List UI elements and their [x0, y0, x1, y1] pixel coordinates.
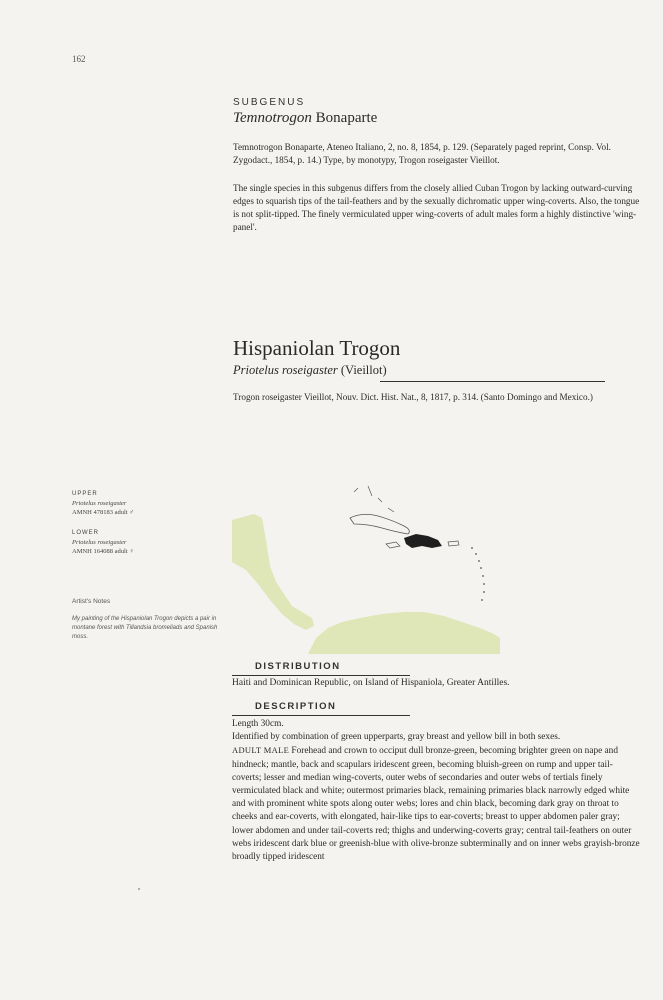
upper-specimen [72, 499, 134, 517]
map-hispaniola [404, 534, 442, 548]
map-bahamas [354, 486, 394, 512]
species-binomial: Priotelus roseigaster [233, 363, 338, 377]
subgenus-title [233, 110, 377, 127]
lower-specimen-name: Priotelus roseigaster [72, 539, 127, 546]
map-cuba [350, 514, 409, 534]
adult-male-label: ADULT MALE [232, 745, 290, 756]
artists-notes-heading: Artist's Notes [72, 598, 111, 605]
upper-label: UPPER [72, 491, 98, 497]
subgenus-citation: Temnotrogon Bonaparte, Ateneo Italiano, 2, no. 8, 1854, p. 129. (Separately paged reprint, Consp. Vol. Zygodact., 1854, p. 14.) Type, by monotypy, Trogon roseigaster Vieillot. [233, 142, 611, 165]
lower-specimen [72, 538, 134, 556]
map-south-america [308, 612, 500, 654]
subgenus-author: Bonaparte [311, 110, 378, 126]
upper-specimen-id: AMNH 478183 adult ♂ [72, 509, 135, 516]
subgenus-description: The single species in this subgenus differs from the closely allied Cuban Trogon by lacking outward-curving edges to squarish tips of the tail-feathers and by the sexually dichromatic upper wing-coverts. Also, the tongue is not split-tipped. The finely vermiculated upper wing-coverts of adult males form a highly distinctive 'wing-panel'. [233, 183, 640, 232]
species-author: (Vieillot) [337, 363, 387, 377]
upper-specimen-name: Priotelus roseigaster [72, 500, 127, 507]
description-rule [232, 715, 410, 716]
map-jamaica [386, 542, 400, 548]
lower-label: LOWER [72, 530, 100, 536]
lower-specimen-id: AMNH 164088 adult ♀ [72, 548, 135, 555]
distribution-rule [232, 675, 410, 676]
description-body [232, 718, 642, 864]
description-identified: Identified by combination of green upperparts, gray breast and yellow bill in both sexes. [232, 732, 561, 743]
map-puerto-rico [448, 541, 459, 546]
description-adult-male [232, 744, 642, 864]
distribution-map [232, 478, 500, 654]
title-rule [380, 381, 605, 382]
page-number: 162 [72, 54, 86, 64]
distribution-text: Haiti and Dominican Republic, on Island of Hispaniola, Greater Antilles. [232, 678, 510, 688]
distribution-heading: DISTRIBUTION [255, 661, 341, 672]
adult-male-text: Forehead and crown to occiput dull bronze-green, becoming brighter green on nape and hindneck; mantle, back and scapulars iridescent green, becoming bluish-green on rump and upper tail-coverts; lesser and median wing-coverts, outer webs of secondaries and outer webs of tertials finely vermiculated black and white; outermost primaries black, remaining primaries black narrowly edged white and with prominent white spots along outer webs; lores and chin black, becoming dark gray on throat to cheeks and ear-coverts, with elongated, hair-like tips to ear-coverts; breast to upper abdomen paler gray; lower abdomen and under tail-coverts red; thighs and underwing-coverts gray; central tail-feathers on outer webs iridescent dark blue or greenish-blue with olive-bronze subterminally and on inner webs grayish-bronze broadly tipped iridescent [232, 746, 640, 863]
artists-notes-text: My painting of the Hispaniolan Trogon depicts a pair in montane forest with Tillandsia bromeliads and Spanish moss. [72, 616, 218, 640]
subgenus-genus: Temnotrogon [233, 110, 312, 126]
species-common-name: Hispaniolan Trogon [233, 336, 401, 360]
description-heading: DESCRIPTION [255, 701, 337, 712]
species-citation: Trogon roseigaster Vieillot, Nouv. Dict. Hist. Nat., 8, 1817, p. 314. (Santo Domingo and Mexico.) [233, 392, 593, 402]
species-scientific-name [233, 363, 387, 378]
subgenus-label: SUBGENUS [233, 97, 306, 108]
description-length: Length 30cm. [232, 719, 284, 729]
map-central-america [232, 514, 314, 630]
map-lesser-antilles [471, 547, 485, 601]
paper-speck [138, 888, 140, 890]
